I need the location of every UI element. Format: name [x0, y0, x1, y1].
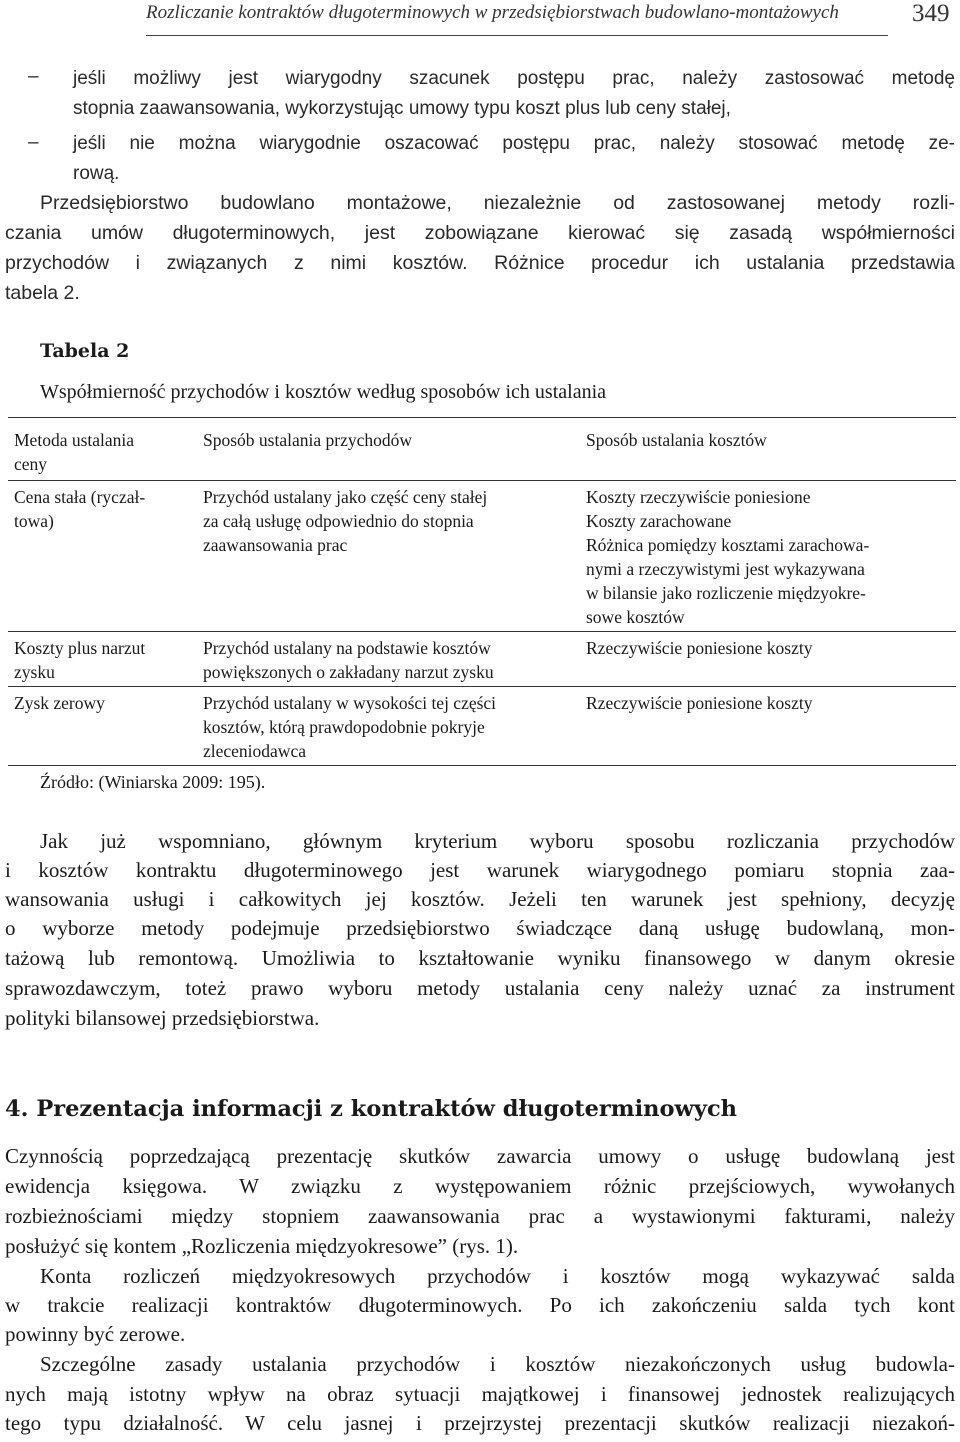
- paragraph-line: czania umów długoterminowych, jest zobowiązane kierować się zasadą współmierności: [5, 222, 955, 244]
- paragraph-line: sprawozdawczym, toteż prawo wyboru metody ustalania ceny należy uznać za instrument: [5, 976, 955, 1000]
- cell-text-line: Rzeczywiście poniesione koszty: [586, 693, 813, 713]
- paragraph-line: tabela 2.: [5, 282, 80, 304]
- table-row: [8, 687, 956, 766]
- list-item-line: stopnia zaawansowania, wykorzystując umowy typu koszt plus lub ceny stałej,: [73, 98, 731, 119]
- cell-costs: [580, 481, 956, 632]
- cell-text-line: Koszty rzeczywiście poniesione: [586, 487, 811, 507]
- paragraph-line: o wyborze metody podejmuje przedsiębiorstwo świadczące daną usługę budowlaną, mon-: [5, 916, 955, 940]
- paragraph-line: i kosztów kontraktu długoterminowego jest warunek wiarygodnego pomiaru stopnia zaa-: [5, 858, 955, 882]
- cell-method: [8, 687, 197, 766]
- paragraph-line: tego typu działalność. W celu jasnej i przejrzystej prezentacji skutków realizacji niezakoń-: [5, 1411, 955, 1435]
- paragraph-line: tażową lub remontową. Umożliwia to kształtowanie wyniku finansowego w danym okresie: [5, 946, 955, 970]
- table-header-row: [8, 418, 956, 481]
- cell-text-line: Sposób ustalania kosztów: [586, 430, 767, 450]
- list-dash: –: [28, 66, 39, 87]
- table-title: Współmierność przychodów i kosztów według sposobów ich ustalania: [40, 381, 607, 403]
- paragraph-line: rozbieżnościami między stopniem zaawansowania prac a wystawionymi fakturami, należy: [5, 1204, 955, 1228]
- cell-text-line: Metoda ustalania: [14, 430, 135, 450]
- cell-text-line: Przychód ustalany w wysokości tej części: [203, 693, 497, 713]
- page-header: [0, 0, 960, 40]
- cell-text-line: Zysk zerowy: [14, 693, 105, 713]
- cell-text-line: Cena stała (ryczał-: [14, 487, 146, 507]
- cell-text-line: zleceniodawca: [203, 741, 306, 761]
- cell-text-line: w bilansie jako rozliczenie międzyokre-: [586, 583, 866, 603]
- paragraph-line: Jak już wspomniano, głównym kryterium wyboru sposobu rozliczania przychodów: [40, 829, 955, 853]
- paragraph-line: w trakcie realizacji kontraktów długoterminowych. Po ich zakończeniu salda tych kont: [5, 1293, 955, 1317]
- cell-revenue: [197, 687, 580, 766]
- cell-text-line: kosztów, którą prawdopodobnie pokryje: [203, 717, 485, 737]
- cell-costs: [580, 632, 956, 687]
- paragraph-line: posłużyć się kontem „Rozliczenia międzyokresowe” (rys. 1).: [5, 1234, 519, 1258]
- page-number: 349: [912, 0, 950, 27]
- list-dash: –: [28, 132, 39, 153]
- header-cell-costs: [580, 418, 956, 481]
- section-heading: 4. Prezentacja informacji z kontraktów długoterminowych: [5, 1096, 737, 1122]
- cell-text-line: za całą usługę odpowiednio do stopnia: [203, 511, 474, 531]
- paragraph-line: przychodów i związanych z nimi kosztów. Różnice procedur ich ustalania przedstawia: [5, 252, 955, 274]
- cell-costs: [580, 687, 956, 766]
- paragraph-line: Szczególne zasady ustalania przychodów i kosztów niezakończonych usług budowla-: [40, 1352, 955, 1376]
- paragraph-line: Czynnością poprzedzającą prezentację skutków zawarcia umowy o usługę budowlaną jest: [5, 1144, 955, 1168]
- cell-revenue: [197, 632, 580, 687]
- table-row: [8, 481, 956, 632]
- cell-text-line: Koszty plus narzut: [14, 638, 146, 658]
- paragraph-line: nych mają istotny wpływ na obraz sytuacji majątkowej i finansowej jednostek realizujących: [5, 1382, 955, 1406]
- cell-text-line: sowe kosztów: [586, 607, 685, 627]
- paragraph-line: powinny być zerowe.: [5, 1322, 186, 1346]
- list-item-line: jeśli nie można wiarygodnie oszacować postępu prac, należy stosować metodę ze-: [73, 133, 955, 154]
- header-cell-method: [8, 418, 197, 481]
- comparison-table: [8, 417, 956, 766]
- list-item-line: jeśli możliwy jest wiarygodny szacunek postępu prac, należy zastosować metodę: [73, 68, 955, 89]
- paragraph-line: polityki bilansowej przedsiębiorstwa.: [5, 1006, 320, 1030]
- cell-method: [8, 632, 197, 687]
- running-title: Rozliczanie kontraktów długoterminowych w przedsiębiorstwach budowlano-montażowych: [146, 2, 839, 23]
- cell-text-line: Przychód ustalany jako część ceny stałej: [203, 487, 488, 507]
- cell-text-line: Różnica pomiędzy kosztami zarachowa-: [586, 535, 870, 555]
- cell-text-line: nymi a rzeczywistymi jest wykazywana: [586, 559, 865, 579]
- cell-text-line: Sposób ustalania przychodów: [203, 430, 412, 450]
- cell-text-line: zaawansowania prac: [203, 535, 348, 555]
- table-source: Źródło: (Winiarska 2009: 195).: [40, 772, 266, 792]
- paragraph-line: Przedsiębiorstwo budowlano montażowe, niezależnie od zastosowanej metody rozli-: [40, 192, 955, 214]
- paragraph-line: ewidencja księgowa. W związku z występowaniem różnic przejściowych, wywołanych: [5, 1174, 955, 1198]
- table-label: Tabela 2: [40, 340, 130, 362]
- paragraph-line: Konta rozliczeń międzyokresowych przychodów i kosztów mogą wykazywać salda: [40, 1264, 955, 1288]
- cell-text-line: ceny: [14, 454, 48, 474]
- header-rule: [146, 35, 888, 36]
- cell-text-line: zysku: [14, 662, 55, 682]
- paragraph-line: wansowania usługi i całkowitych jej kosztów. Jeżeli ten warunek jest spełniony, decyzję: [5, 887, 955, 911]
- cell-text-line: Rzeczywiście poniesione koszty: [586, 638, 813, 658]
- cell-text-line: Przychód ustalany na podstawie kosztów: [203, 638, 491, 658]
- header-cell-revenue: [197, 418, 580, 481]
- table-row: [8, 632, 956, 687]
- cell-text-line: Koszty zarachowane: [586, 511, 732, 531]
- cell-text-line: powiększonych o zakładany narzut zysku: [203, 662, 494, 682]
- cell-method: [8, 481, 197, 632]
- list-item-line: rową.: [73, 163, 120, 184]
- cell-text-line: towa): [14, 511, 54, 531]
- cell-revenue: [197, 481, 580, 632]
